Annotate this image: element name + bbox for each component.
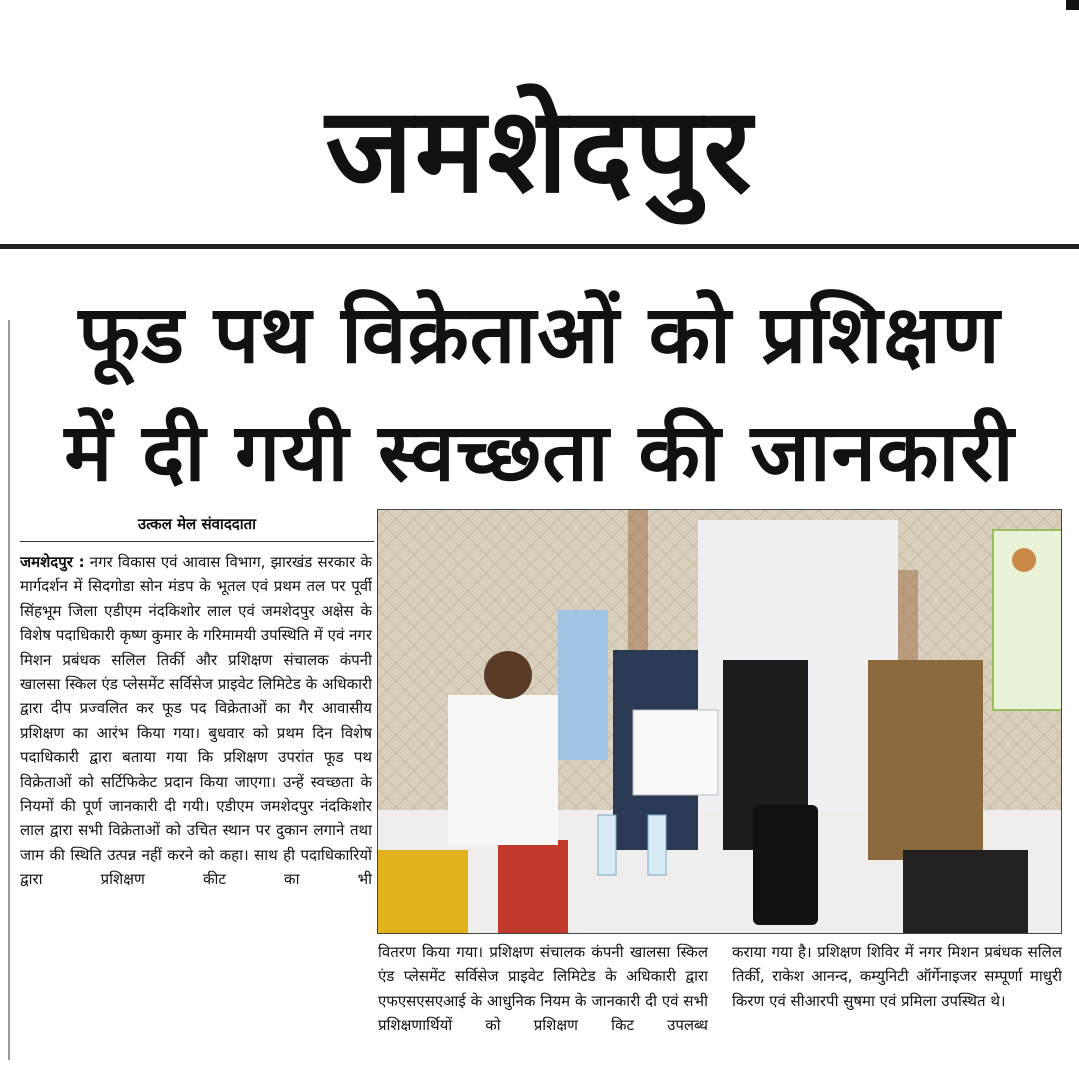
byline: उत्कल मेल संवाददाता <box>137 515 257 533</box>
headline-line-1: फूड पथ विक्रेताओं को प्रशिक्षण <box>78 288 1001 381</box>
article-column-3-text: कराया गया है। प्रशिक्षण शिविर में नगर मिशन प्रबंधक सलिल तिर्की, राकेश आनन्द, कम्युनिटी ऑर्गेनाइजर सम्पूर्णा माधुरी किरण एवं सीआरपी सुषमा एवं प्रमिला उपस्थित थे। <box>732 943 1062 1010</box>
person-head <box>484 651 532 699</box>
water-bottle <box>598 815 616 875</box>
person-blue-shirt <box>558 610 608 760</box>
left-column-rule <box>8 320 10 1060</box>
article-column-2-text: वितरण किया गया। प्रशिक्षण संचालक कंपनी खालसा स्किल एंड प्लेसमेंट सर्विसेज प्राइवेट लिमिटेड के अधिकारी द्वारा एफएसएसएआई के आधुनिक नियम के जानकारी दी एवं सभी प्रशिक्षणार्थियों को प्रशिक्षण किट उपलब्ध <box>378 943 708 1035</box>
banner-portrait <box>1012 548 1036 572</box>
byline-divider <box>20 541 374 542</box>
article-column-3 <box>732 940 1062 1040</box>
article-column-1-text: नगर विकास एवं आवास विभाग, झारखंड सरकार के मार्गदर्शन में सिदगोडा सोन मंडप के भूतल एवं प्रथम तल पर पूर्वी सिंहभूम जिला एडीएम नंदकिशोर लाल एवं जमशेदपुर अक्षेस के विशेष पदाधिकारी कृष्ण कुमार के गरिमामयी उपस्थिति में एवं नगर मिशन प्रबंधक सलिल तिर्की और प्रशिक्षण संचालक कंपनी खालसा स्किल एंड प्लेसमेंट सर्विसेज प्राइवेट लिमिटेड के अधिकारी द्वारा दीप प्रज्वलित कर फूड पद विक्रेताओं का गैर आवासीय प्रशिक्षण का आरंभ किया गया। बुधवार को प्रथम दिन विशेष पदाधिकारी द्वारा बताया गया कि प्रशिक्षण उपरांत फूड पथ विक्रेताओं को सर्टिफिकेट प्रदान किया जाएगा। उन्हें स्वच्छता के नियमों की पूर्ण जानकारी दी गयी। एडीएम जमशेदपुर नंदकिशोर लाल द्वारा सभी विक्रेताओं को उचित स्थान पर दुकान लगाने तथा जाम की स्थिति उत्पन्न नहीं करने को कहा। साथ ही पदाधिकारियों द्वारा प्रशिक्षण कीट का भी <box>20 553 372 889</box>
article-column-1 <box>20 550 372 1070</box>
table-skirt <box>378 850 468 934</box>
news-photo <box>377 509 1062 934</box>
masthead <box>0 70 1079 240</box>
laptop <box>903 850 1028 934</box>
headline <box>10 276 1069 512</box>
article-paragraph-1 <box>20 550 372 892</box>
person-red-skirt <box>498 840 568 934</box>
corner-mark <box>1066 0 1079 10</box>
person-trainee <box>448 695 558 845</box>
photo-illustration <box>378 510 1062 934</box>
dateline: जमशेदपुर : <box>20 553 85 571</box>
masthead-divider <box>0 244 1079 249</box>
water-bottle <box>648 815 666 875</box>
person-khaki-shirt <box>868 660 983 860</box>
article-column-2 <box>378 940 708 1070</box>
training-kit-bag <box>633 710 718 795</box>
masthead-title: जमशेदपुर <box>325 81 754 219</box>
speaker <box>753 805 818 925</box>
headline-line-2: में दी गयी स्वच्छता की जानकारी <box>64 406 1015 499</box>
